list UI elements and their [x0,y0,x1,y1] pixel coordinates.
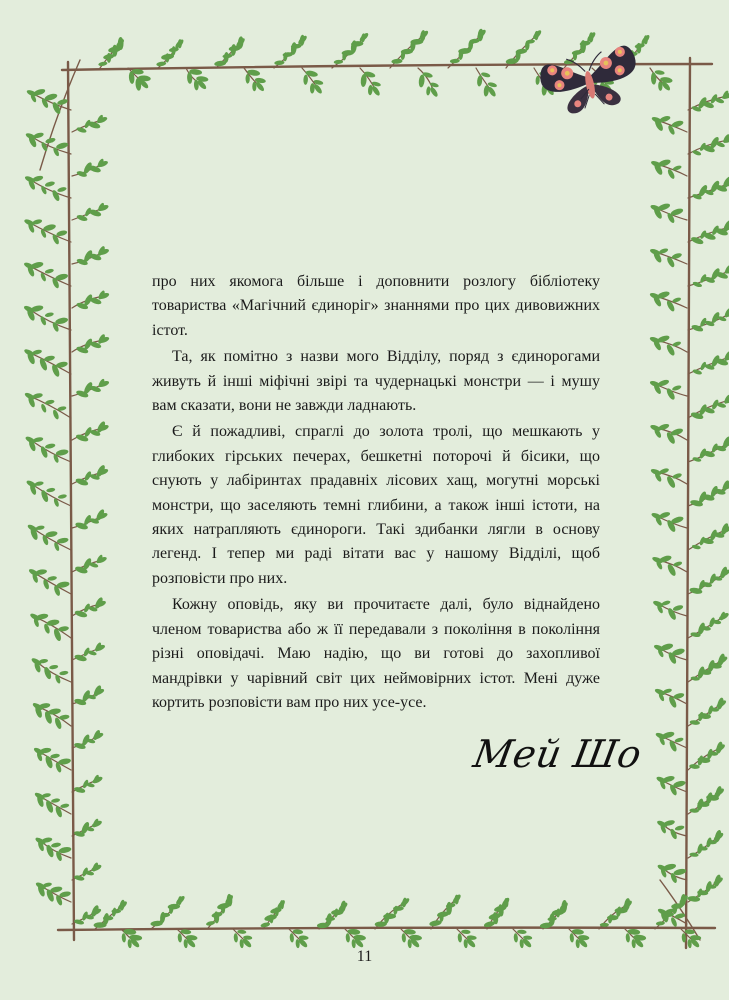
page-number: 11 [356,948,373,965]
author-signature: Мей Шо [470,732,646,776]
body-text [152,270,600,715]
paragraph-1: про них якомога більше і доповнити розлогу бібліотеку товариства «Магічний єдиноріг» знаннями про цих дивовижних істот. [152,273,600,339]
moth-illustration [538,44,643,119]
paragraph-2: Та, як помітно з назви мого Відділу, поряд з єдинорогами живуть й інші міфічні звірі та чудернацькі монстри — і мушу вам сказати, вони не завжди ладнають. [152,348,600,415]
paragraph-3: Є й пожадливі, спраглі до золота тролі, що мешкають у глибоких гірських печерах, бешкетні поторочі й бісики, що снують у лабіринтах прадавніх лісових хащ, могутні морські монстри, що заселяють темні глибини, а також інші істоти, на яких натрапляють єдинороги. Такі здибанки лягли в основу легенд. І тепер ми раді вітати вас у нашому Відділі, щоб розповісти про них. [152,423,600,587]
paragraph-4: Кожну оповідь, яку ви прочитаєте далі, було віднайдено членом товариства або ж її передавали з покоління в покоління різні оповідачі. Маю надію, що ви готові до захопливої мандрівки у чарівний світ цих неймовірних істот. Мені дуже кортить розповісти вам про них усе-усе. [152,596,600,711]
